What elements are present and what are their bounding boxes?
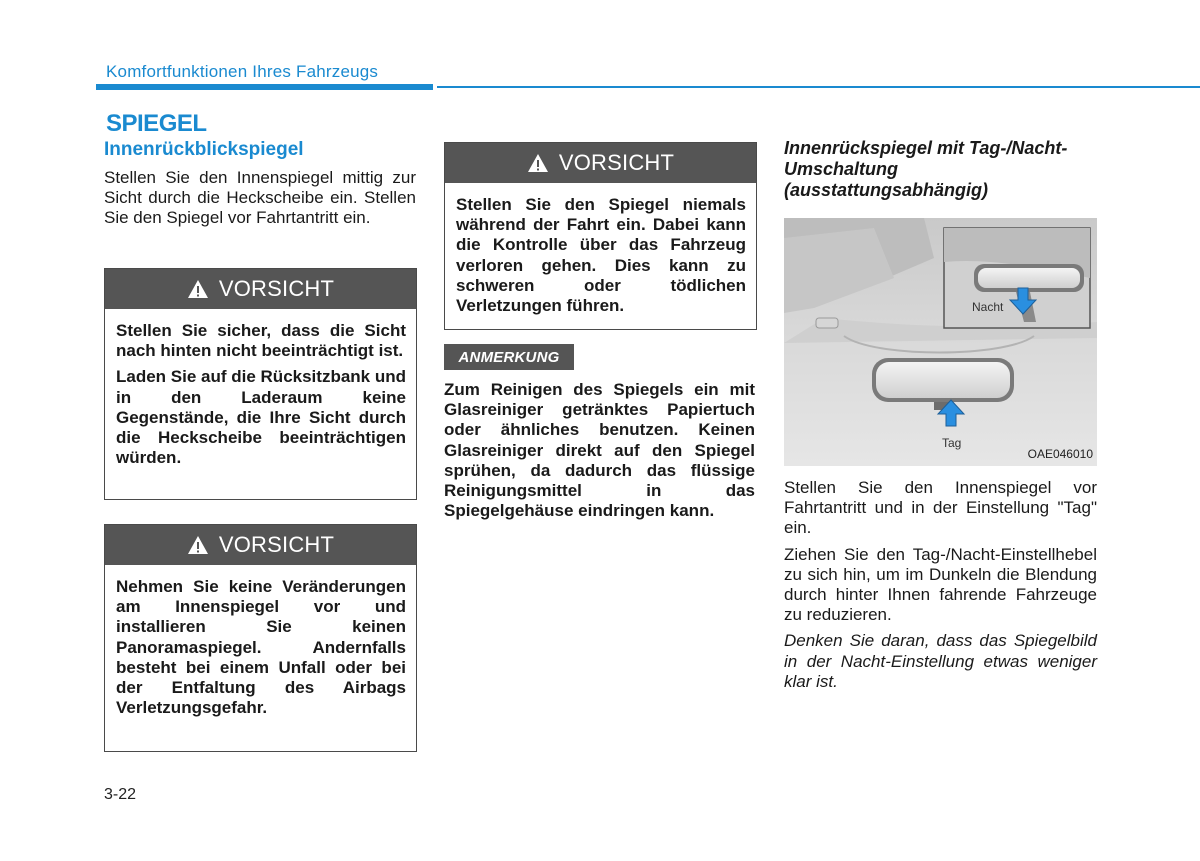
mirror-illustration (784, 218, 1097, 466)
warning-label: VORSICHT (218, 276, 335, 301)
note-label: ANMERKUNG (444, 344, 574, 370)
warning-paragraph: Stellen Sie den Spiegel niemals während der Fahrt ein. Dabei kann die Kontrolle über das Fahrzeug verloren gehen. Dies kann zu schweren oder tödlichen Verletzungen führen. (456, 195, 746, 316)
section-title: SPIEGEL (106, 110, 207, 137)
figure-code: OAE046010 (1027, 447, 1093, 461)
day-night-heading: Innenrückspiegel mit Tag-/Nacht-Umschaltung (ausstattungsabhängig) (784, 138, 1068, 200)
night-label: Nacht (972, 300, 1004, 314)
warning-paragraph: Stellen Sie sicher, dass die Sicht nach hinten nicht beeinträchtigt ist. (116, 321, 406, 361)
day-night-paragraph: Ziehen Sie den Tag-/Nacht-Einstellhebel zu sich hin, um im Dunkeln die Blendung durch hinter Ihnen fahrende Fahrzeuge zu reduzieren. (784, 544, 1097, 625)
day-night-paragraph: Stellen Sie den Innenspiegel vor Fahrtantritt und in der Einstellung "Tag" ein. (784, 478, 1097, 538)
intro-paragraph: Stellen Sie den Innenspiegel mittig zur Sicht durch die Heckscheibe ein. Stellen Sie den Spiegel vor Fahrtantritt ein. (104, 168, 416, 228)
warning-box (444, 142, 757, 330)
warning-triangle-icon (187, 535, 209, 555)
warning-label: VORSICHT (218, 532, 335, 557)
header-rule-thin (437, 86, 1200, 88)
warning-header (105, 269, 416, 309)
warning-body (445, 183, 756, 316)
intro-text-block (104, 168, 416, 229)
warning-body (105, 309, 416, 468)
mirror-figure (784, 218, 1097, 466)
day-night-text-block (784, 478, 1097, 698)
warning-box (104, 524, 417, 752)
note-paragraph: Zum Reinigen des Spiegels ein mit Glasreiniger getränktes Papiertuch oder ähnliches benutzen. Keinen Glasreiniger direkt auf den Spiegel sprühen, da dadurch das flüssige Reinigungsmittel in das Spiegelgehäuse eindringen kann. (444, 380, 755, 521)
warning-paragraph: Laden Sie auf die Rücksitzbank und in den Laderaum keine Gegenstände, die Ihre Sicht durch die Heckscheibe beeinträchtigen würden. (116, 367, 406, 468)
warning-triangle-icon (527, 153, 549, 173)
warning-header (105, 525, 416, 565)
warning-paragraph: Nehmen Sie keine Veränderungen am Innenspiegel vor und installieren Sie keinen Panoramaspiegel. Andernfalls besteht bei einem Unfall oder bei der Entfaltung des Airbags Verletzungsgefahr. (116, 577, 406, 718)
header-rule-thick (96, 84, 433, 90)
warning-box (104, 268, 417, 500)
day-night-italic-note: Denken Sie daran, dass das Spiegelbild in der Nacht-Einstellung etwas weniger klar ist. (784, 631, 1097, 691)
warning-header (445, 143, 756, 183)
warning-body (105, 565, 416, 718)
subheading: Innenrückblickspiegel (104, 139, 304, 160)
page-number: 3-22 (104, 786, 137, 803)
note-text-block (444, 380, 755, 521)
warning-label: VORSICHT (558, 150, 675, 175)
day-label: Tag (942, 436, 962, 450)
chapter-title: Komfortfunktionen Ihres Fahrzeugs (106, 62, 379, 81)
warning-triangle-icon (187, 279, 209, 299)
